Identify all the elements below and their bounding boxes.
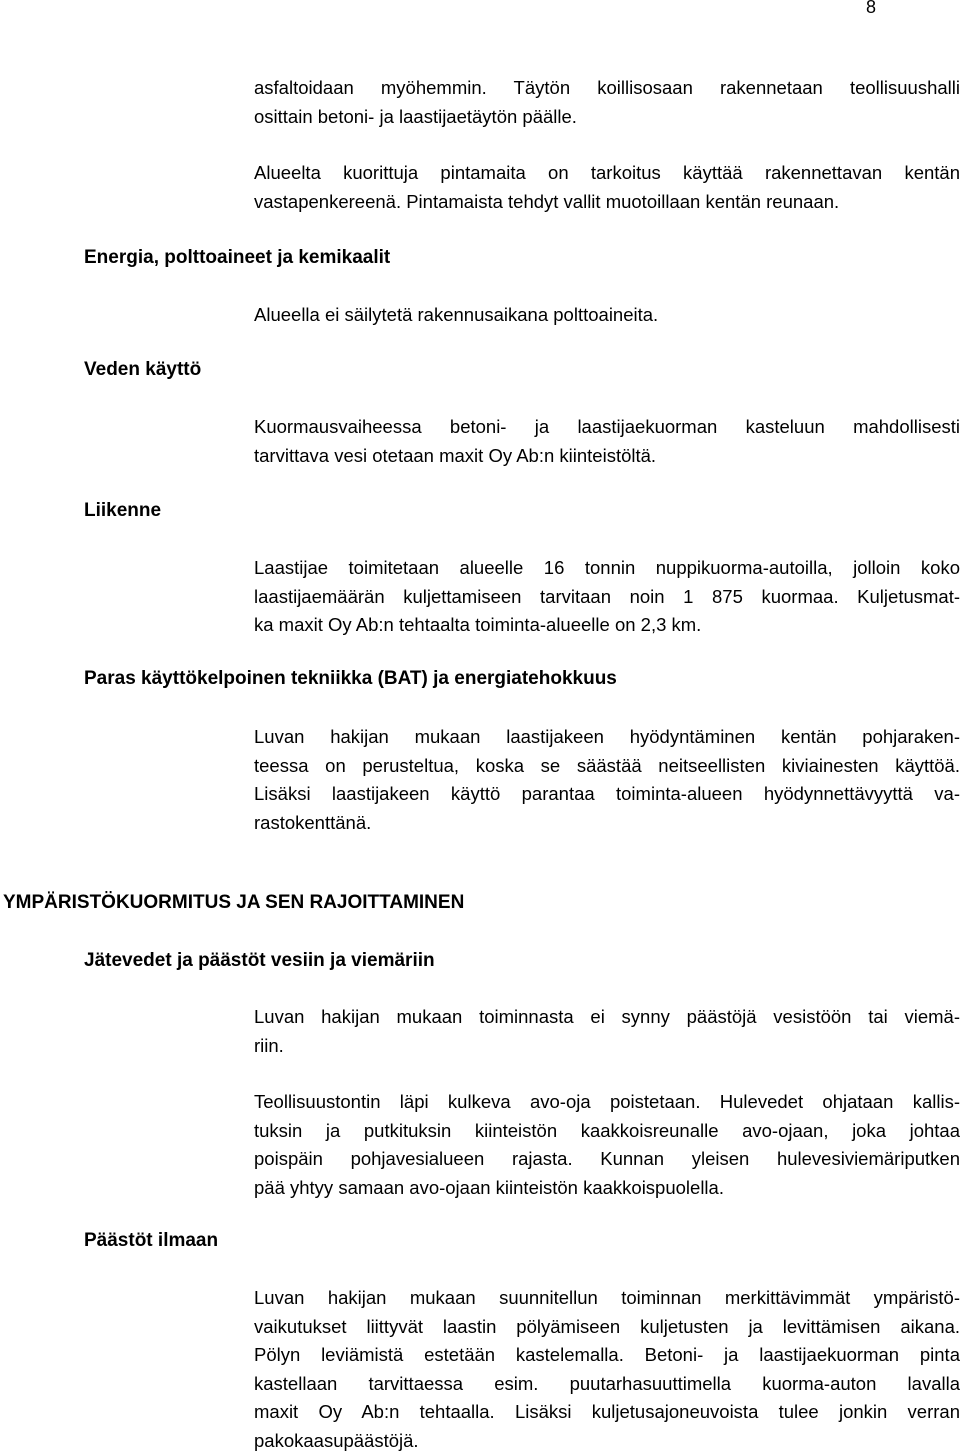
heading-bat: Paras käyttökelpoinen tekniikka (BAT) ja energiatehokkuus xyxy=(84,667,617,691)
text-line: vaikutukset liittyvät laastin pölyämiseen kuljetusten ja levittämisen aikana. xyxy=(254,1313,960,1342)
text-line: osittain betoni- ja laastijaetäytön päälle. xyxy=(254,103,960,132)
text-line: Luvan hakijan mukaan laastijakeen hyödyntäminen kentän pohjaraken- xyxy=(254,723,960,752)
text-line: Teollisuustontin läpi kulkeva avo-oja poistetaan. Hulevedet ohjataan kallis- xyxy=(254,1088,960,1117)
text-line: tuksin ja putkituksin kiinteistön kaakkoisreunalle avo-ojaan, joka johtaa xyxy=(254,1117,960,1146)
paragraph-filling-continued xyxy=(254,74,960,131)
heading-liikenne: Liikenne xyxy=(84,499,161,523)
text-line: poispäin pohjavesialueen rajasta. Kunnan yleisen hulevesiviemäriputken xyxy=(254,1145,960,1174)
paragraph-traffic xyxy=(254,554,960,640)
text-line: riin. xyxy=(254,1032,960,1061)
text-line: Lisäksi laastijakeen käyttö parantaa toiminta-alueen hyödynnettävyyttä va- xyxy=(254,780,960,809)
text-line: Laastijae toimitetaan alueelle 16 tonnin nuppikuorma-autoilla, jolloin koko xyxy=(254,554,960,583)
text-line: pakokaasupäästöjä. xyxy=(254,1427,960,1455)
text-line: Pölyn leviämistä estetään kastelemalla. Betoni- ja laastijaekuorman pinta xyxy=(254,1341,960,1370)
paragraph-wastewater xyxy=(254,1003,960,1060)
text-line: kastellaan tarvittaessa esim. puutarhasuuttimella kuorma-auton lavalla xyxy=(254,1370,960,1399)
paragraph-air-emissions xyxy=(254,1284,960,1455)
heading-energia: Energia, polttoaineet ja kemikaalit xyxy=(84,246,390,270)
heading-veden-kaytto: Veden käyttö xyxy=(84,358,201,382)
heading-jatevedet: Jätevedet ja päästöt vesiin ja viemäriin xyxy=(84,949,435,973)
paragraph-surface-soil xyxy=(254,159,960,216)
text-line: Luvan hakijan mukaan toiminnasta ei synny päästöjä vesistöön tai viemä- xyxy=(254,1003,960,1032)
text-line: Alueelta kuorittuja pintamaita on tarkoitus käyttää rakennettavan kentän xyxy=(254,159,960,188)
text-line: Kuormausvaiheessa betoni- ja laastijaekuorman kasteluun mahdollisesti xyxy=(254,413,960,442)
text-line: rastokenttänä. xyxy=(254,809,960,838)
page-number: 8 xyxy=(866,0,876,18)
paragraph-fuels xyxy=(254,301,960,330)
text-line: Luvan hakijan mukaan suunnitellun toiminnan merkittävimmät ympäristö- xyxy=(254,1284,960,1313)
text-line: tarvittava vesi otetaan maxit Oy Ab:n kiinteistöltä. xyxy=(254,442,960,471)
text-line: asfaltoidaan myöhemmin. Täytön koillisosaan rakennetaan teollisuushalli xyxy=(254,74,960,103)
paragraph-bat xyxy=(254,723,960,837)
paragraph-water-use xyxy=(254,413,960,470)
text-line: pää yhtyy samaan avo-ojaan kiinteistön kaakkoispuolella. xyxy=(254,1174,960,1203)
text-line: maxit Oy Ab:n tehtaalla. Lisäksi kuljetusajoneuvoista tulee jonkin verran xyxy=(254,1398,960,1427)
paragraph-stormwater xyxy=(254,1088,960,1202)
heading-paastot-ilmaan: Päästöt ilmaan xyxy=(84,1229,218,1253)
text-line: teessa on perusteltua, koska se säästää neitseellisten kiviainesten käyttöä. xyxy=(254,752,960,781)
heading-ymparistokuormitus: YMPÄRISTÖKUORMITUS JA SEN RAJOITTAMINEN xyxy=(3,891,464,915)
text-line: ka maxit Oy Ab:n tehtaalta toiminta-alueelle on 2,3 km. xyxy=(254,611,960,640)
text-line: vastapenkereenä. Pintamaista tehdyt vallit muotoillaan kentän reunaan. xyxy=(254,188,960,217)
text-line: laastijaemäärän kuljettamiseen tarvitaan noin 1 875 kuormaa. Kuljetusmat- xyxy=(254,583,960,612)
text-line: Alueella ei säilytetä rakennusaikana polttoaineita. xyxy=(254,301,960,330)
